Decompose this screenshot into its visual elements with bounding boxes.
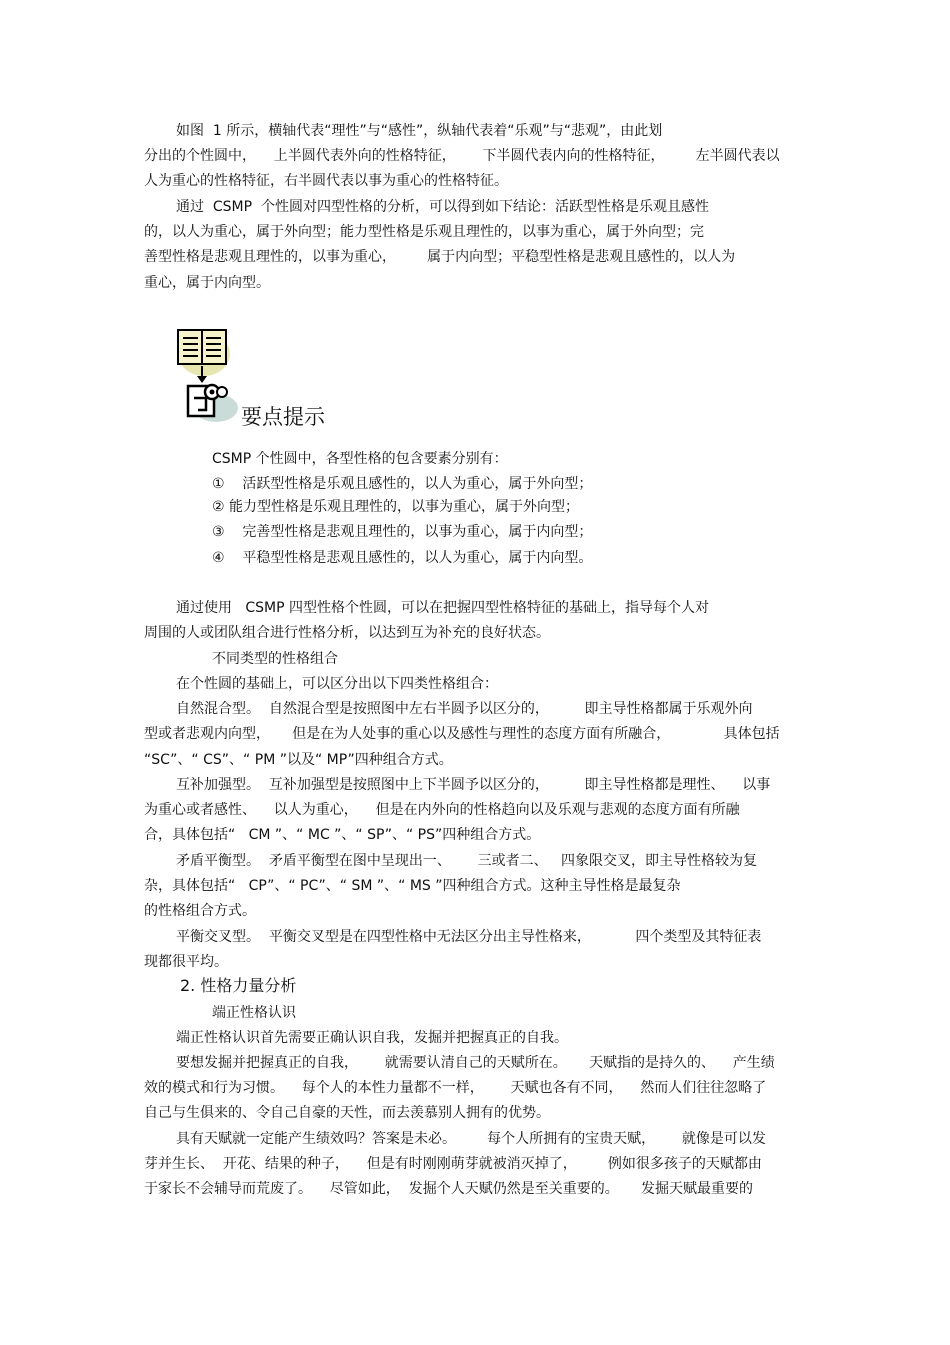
contradict-line3: 的性格组合方式。 <box>144 903 256 919</box>
section2-p3-line1: 具有天赋就一定能产生绩效吗？答案是未必。 每个人所拥有的宝贵天赋， 就像是可以发 <box>176 1131 766 1147</box>
para2-line2: 的，以人为重心，属于外向型；能力型性格是乐观且理性的，以事为重心，属于外向型；完 <box>144 224 704 240</box>
tips-item-4: ④ 平稳型性格是悲观且感性的，以人为重心，属于内向型。 <box>212 550 593 566</box>
open-book-icon <box>176 326 240 424</box>
section2-p2-line1: 要想发掘并把握真正的自我， 就需要认清自己的天赋所在。 天赋指的是持久的、 产生绩 <box>176 1055 775 1071</box>
section2-p1: 端正性格认识首先需要正确认识自我，发掘并把握真正的自我。 <box>176 1030 568 1046</box>
section2-subtitle: 端正性格认识 <box>212 1005 296 1021</box>
para1-line2: 分出的个性圆中， 上半圆代表外向的性格特征， 下半圆代表内向的性格特征， 左半圆代表以 <box>144 148 780 164</box>
tips-item-2: ② 能力型性格是乐观且理性的，以事为重心，属于外向型； <box>212 499 579 515</box>
balanced-line1: 平衡交叉型。 平衡交叉型是在四型性格中无法区分出主导性格来， 四个类型及其特征表 <box>176 929 762 945</box>
combos-intro: 在个性圆的基础上，可以区分出以下四类性格组合： <box>176 676 498 692</box>
contradict-line2: 杂，具体包括“ CP”、“ PC”、“ SM ”、“ MS ”四种组合方式。这种主导性格是最复杂 <box>144 878 681 894</box>
natural-line3: “SC”、“ CS”、“ PM ”以及“ MP”四种组合方式。 <box>144 752 453 768</box>
complement-line2: 为重心或者感性、 以人为重心， 但是在内外向的性格趋向以及乐观与悲观的态度方面有所融 <box>144 802 740 818</box>
contradict-line1: 矛盾平衡型。 矛盾平衡型在图中呈现出一、 三或者二、 四象限交叉，即主导性格较为复 <box>176 853 757 869</box>
tips-item-3: ③ 完善型性格是悲观且理性的，以事为重心，属于内向型； <box>212 524 593 540</box>
tips-intro: CSMP 个性圆中，各型性格的包含要素分别有： <box>212 451 508 467</box>
para2-line3: 善型性格是悲观且理性的，以事为重心， 属于内向型；平稳型性格是悲观且感性的，以人为 <box>144 249 736 265</box>
tips-heading: 要点提示 <box>241 405 325 429</box>
para1-line3: 人为重心的性格特征，右半圆代表以事为重心的性格特征。 <box>144 173 508 189</box>
section2-p3-line3: 于家长不会辅导而荒废了。 尽管如此， 发掘个人天赋仍然是至关重要的。 发掘天赋最重要的 <box>144 1181 753 1197</box>
natural-line2: 型或者悲观内向型， 但是在为人处事的重心以及感性与理性的态度方面有所融合， 具体包括 <box>144 726 780 742</box>
combos-subtitle: 不同类型的性格组合 <box>212 651 338 667</box>
natural-line1: 自然混合型。 自然混合型是按照图中左右半圆予以区分的， 即主导性格都属于乐观外向 <box>176 701 753 717</box>
complement-line1: 互补加强型。 互补加强型是按照图中上下半圆予以区分的， 即主导性格都是理性、 以事 <box>176 777 771 793</box>
para3-line1: 通过使用 CSMP 四型性格个性圆，可以在把握四型性格特征的基础上，指导每个人对 <box>176 600 709 616</box>
para1-line1: 如图 1 所示，横轴代表“理性”与“感性”，纵轴代表着“乐观”与“悲观”，由此划 <box>176 123 663 139</box>
section2-p3-line2: 芽并生长、 开花、结果的种子， 但是有时刚刚萌芽就被消灭掉了， 例如很多孩子的天赋都由 <box>144 1156 762 1172</box>
section2-heading: 2. 性格力量分析 <box>180 976 297 995</box>
tips-icon-group <box>176 326 240 424</box>
balanced-line2: 现都很平均。 <box>144 954 228 970</box>
complement-line3: 合，具体包括“ CM ”、“ MC ”、“ SP”、“ PS”四种组合方式。 <box>144 827 541 843</box>
tips-item-1: ① 活跃型性格是乐观且感性的，以人为重心，属于外向型； <box>212 476 593 492</box>
para3-line2: 周围的人或团队组合进行性格分析，以达到互为补充的良好状态。 <box>144 625 550 641</box>
section2-p2-line2: 效的模式和行为习惯。 每个人的本性力量都不一样， 天赋也各有不同， 然而人们往往忽略了 <box>144 1080 767 1096</box>
section2-p2-line3: 自己与生俱来的、令自己自豪的天性，而去羡慕别人拥有的优势。 <box>144 1105 550 1121</box>
para2-line4: 重心，属于内向型。 <box>144 275 270 291</box>
para2-line1: 通过 CSMP 个性圆对四型性格的分析，可以得到如下结论：活跃型性格是乐观且感性 <box>176 199 709 215</box>
